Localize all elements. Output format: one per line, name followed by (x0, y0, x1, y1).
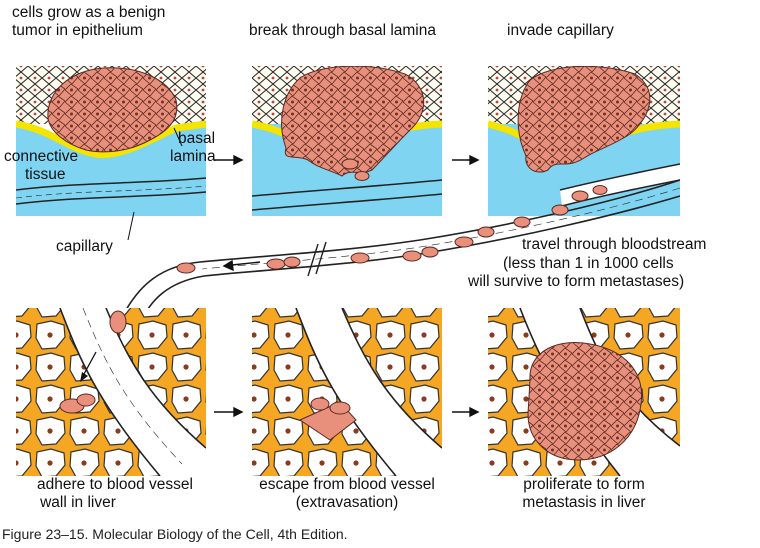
panel-invade-capillary (488, 66, 680, 216)
label-connective: connective (4, 148, 79, 165)
title-escape-line1: escape from blood vessel (259, 476, 435, 493)
label-travel-line2: (less than 1 in 1000 cells (503, 255, 674, 272)
title-break-through: break through basal lamina (249, 22, 436, 39)
panel-break-through (252, 66, 442, 216)
panel-adhere (16, 308, 206, 476)
label-lamina: lamina (170, 148, 216, 165)
capillary-leader-line (128, 212, 134, 240)
label-tissue: tissue (25, 166, 66, 183)
panel-escape (252, 308, 442, 476)
title-escape-line2: (extravasation) (295, 494, 399, 511)
title-adhere-line2: wall in liver (40, 494, 116, 511)
label-capillary: capillary (56, 238, 113, 255)
figure-caption: Figure 23–15. Molecular Biology of the Cell, 4th Edition. (2, 526, 348, 542)
label-travel-line3: will survive to form metastases) (468, 273, 685, 290)
title-benign-line2: tumor in epithelium (12, 22, 143, 39)
panel-proliferate (488, 308, 680, 476)
title-proliferate-line1: proliferate to form (523, 476, 645, 493)
title-adhere-line1: adhere to blood vessel (37, 476, 193, 493)
title-benign-line1: cells grow as a benign (12, 4, 166, 21)
title-invade-capillary: invade capillary (507, 22, 614, 39)
title-proliferate-line2: metastasis in liver (522, 494, 646, 511)
label-basal: basal (178, 130, 216, 147)
label-travel-line1: travel through bloodstream (522, 236, 707, 253)
